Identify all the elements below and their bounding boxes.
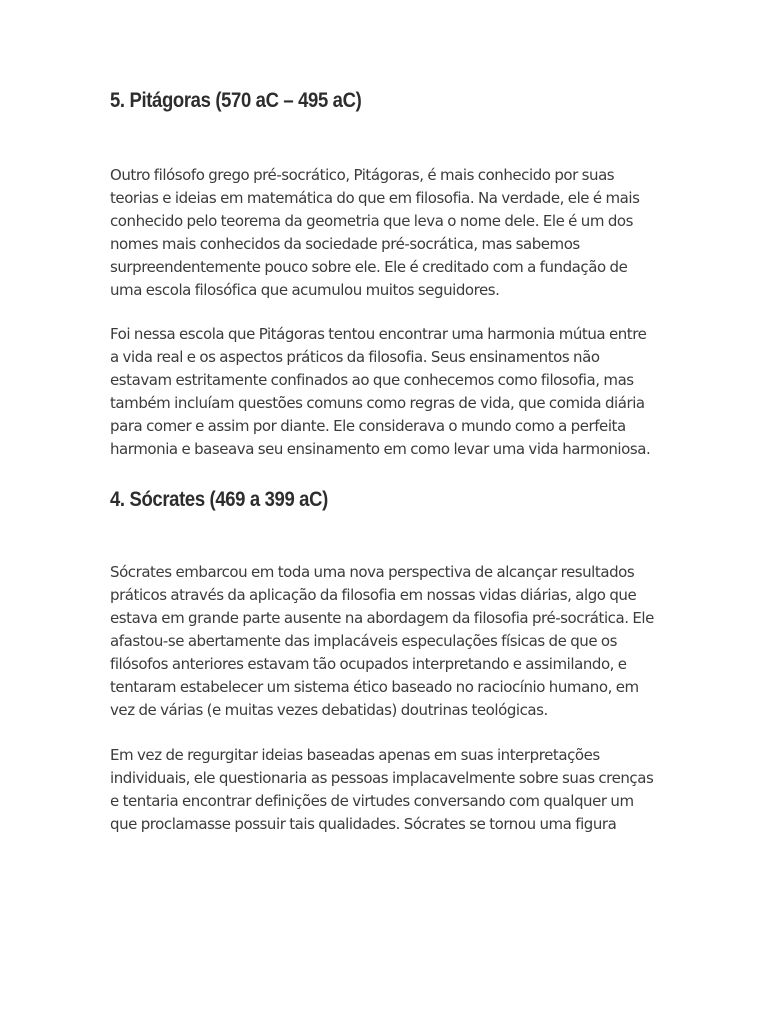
section-title-socrates: 4. Sócrates (469 a 399 aC)	[110, 488, 328, 511]
paragraph-socrates-2: Em vez de regurgitar ideias baseadas apenas em suas interpretações individuais, ele questionaria as pessoas implacavelmente sobre suas crenças e tentaria encontrar definições de virtudes conversando com qualquer um que proclamasse possuir tais qualidades. Sócrates se tornou uma figura	[110, 746, 654, 833]
section-title-pitagoras: 5. Pitágoras (570 aC – 495 aC)	[110, 89, 362, 112]
paragraph-pitagoras-2: Foi nessa escola que Pitágoras tentou encontrar uma harmonia mútua entre a vida real e os aspectos práticos da filosofia. Seus ensinamentos não estavam estritamente confinados ao que conhecemos como filosofia, mas também incluíam questões comuns como regras de vida, que comida diária para comer e assim por diante. Ele considerava o mundo como a perfeita harmonia e baseava seu ensinamento em como levar uma vida harmoniosa.	[110, 325, 651, 458]
document-page	[110, 86, 658, 836]
paragraph-socrates-1: Sócrates embarcou em toda uma nova perspectiva de alcançar resultados práticos através da aplicação da filosofia em nossas vidas diárias, algo que estava em grande parte ausente na abordagem da filosofia pré-socrática. Ele afastou-se abertamente das implacáveis especulações físicas de que os filósofos anteriores estavam tão ocupados interpretando e assimilando, e tentaram estabelecer um sistema ético baseado no raciocínio humano, em vez de várias (e muitas vezes debatidas) doutrinas teológicas.	[110, 563, 654, 719]
paragraph-pitagoras-1: Outro filósofo grego pré-socrático, Pitágoras, é mais conhecido por suas teorias e ideias em matemática do que em filosofia. Na verdade, ele é mais conhecido pelo teorema da geometria que leva o nome dele. Ele é um dos nomes mais conhecidos da sociedade pré-socrática, mas sabemos surpreendentemente pouco sobre ele. Ele é creditado com a fundação de uma escola filosófica que acumulou muitos seguidores.	[110, 166, 640, 299]
